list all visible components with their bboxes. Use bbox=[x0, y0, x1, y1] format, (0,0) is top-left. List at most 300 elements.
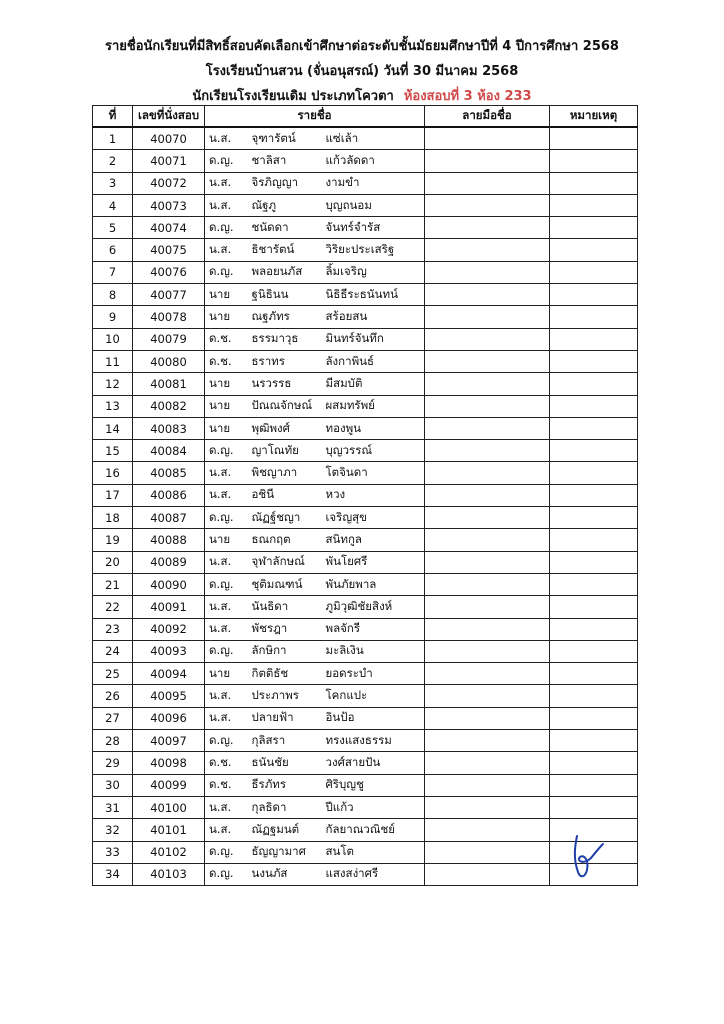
row-number: 21 bbox=[93, 573, 133, 595]
last-name: สนโต bbox=[325, 844, 355, 859]
table-row bbox=[93, 863, 638, 885]
remark-cell bbox=[550, 685, 638, 707]
seat-number: 40082 bbox=[133, 395, 205, 417]
header-title: รายชื่อนักเรียนที่มีสิทธิ์สอบคัดเลือกเข้าศึกษาต่อระดับชั้นมัธยมศึกษาปีที่ 4 ปีการศึกษา 2568 bbox=[105, 39, 619, 54]
name-title: น.ส. bbox=[205, 685, 250, 707]
signature-cell bbox=[425, 395, 550, 417]
student-name bbox=[250, 350, 425, 372]
student-name bbox=[250, 596, 425, 618]
student-name bbox=[250, 640, 425, 662]
name-title: ด.ญ. bbox=[205, 440, 250, 462]
seat-number: 40095 bbox=[133, 685, 205, 707]
remark-cell bbox=[550, 261, 638, 283]
first-name: ธัญญามาศ bbox=[251, 844, 306, 859]
remark-cell bbox=[550, 239, 638, 261]
table-row bbox=[93, 640, 638, 662]
row-number: 27 bbox=[93, 707, 133, 729]
name-title: ด.ญ. bbox=[205, 217, 250, 239]
seat-number: 40070 bbox=[133, 127, 205, 150]
row-number: 22 bbox=[93, 596, 133, 618]
name-title: ด.ญ. bbox=[205, 863, 250, 885]
signature-cell bbox=[425, 373, 550, 395]
row-number: 28 bbox=[93, 730, 133, 752]
last-name: โคกแปะ bbox=[325, 688, 368, 703]
last-name: พันโยศรี bbox=[325, 554, 368, 569]
last-name: แก้วลัดดา bbox=[325, 152, 375, 167]
signature-cell bbox=[425, 194, 550, 216]
first-name: ปลายฟ้า bbox=[251, 710, 294, 725]
table-row bbox=[93, 172, 638, 194]
last-name: หวง bbox=[325, 487, 346, 502]
row-number: 20 bbox=[93, 551, 133, 573]
row-number: 10 bbox=[93, 328, 133, 350]
row-number: 19 bbox=[93, 529, 133, 551]
table-row bbox=[93, 529, 638, 551]
name-title: น.ส. bbox=[205, 484, 250, 506]
seat-number: 40079 bbox=[133, 328, 205, 350]
name-title: น.ส. bbox=[205, 819, 250, 841]
row-number: 24 bbox=[93, 640, 133, 662]
table-row bbox=[93, 618, 638, 640]
first-name: นันธิดา bbox=[251, 598, 289, 613]
seat-number: 40087 bbox=[133, 507, 205, 529]
seat-number: 40074 bbox=[133, 217, 205, 239]
signature-cell bbox=[425, 730, 550, 752]
remark-cell bbox=[550, 350, 638, 372]
row-number: 5 bbox=[93, 217, 133, 239]
student-name bbox=[250, 707, 425, 729]
name-title: นาย bbox=[205, 395, 250, 417]
table-row bbox=[93, 373, 638, 395]
last-name: ทองพูน bbox=[325, 420, 362, 435]
table-row bbox=[93, 462, 638, 484]
first-name: ณฐภัทร bbox=[251, 309, 290, 324]
signature-cell bbox=[425, 306, 550, 328]
table-row bbox=[93, 328, 638, 350]
student-name bbox=[250, 507, 425, 529]
student-name bbox=[250, 417, 425, 439]
remark-cell bbox=[550, 507, 638, 529]
last-name: ปีแก้ว bbox=[325, 799, 354, 814]
last-name: นิธิธีระธนันทน์ bbox=[325, 286, 398, 301]
last-name: กัลยาณวณิชย์ bbox=[325, 821, 396, 836]
seat-number: 40084 bbox=[133, 440, 205, 462]
row-number: 30 bbox=[93, 774, 133, 796]
table-row bbox=[93, 663, 638, 685]
first-name: ณัฏฐมนต์ bbox=[251, 821, 300, 836]
row-number: 15 bbox=[93, 440, 133, 462]
exam-room-label: ห้องสอบที่ 3 ห้อง 233 bbox=[403, 89, 532, 104]
signature-cell bbox=[425, 261, 550, 283]
name-title: ด.ญ. bbox=[205, 573, 250, 595]
student-name bbox=[250, 194, 425, 216]
seat-number: 40096 bbox=[133, 707, 205, 729]
row-number: 11 bbox=[93, 350, 133, 372]
seat-number: 40077 bbox=[133, 284, 205, 306]
row-number: 17 bbox=[93, 484, 133, 506]
student-name bbox=[250, 395, 425, 417]
remark-cell bbox=[550, 440, 638, 462]
header-school-date: โรงเรียนบ้านสวน (จั่นอนุสรณ์) วันที่ 30 มีนาคม 2568 bbox=[205, 64, 519, 79]
table-row bbox=[93, 774, 638, 796]
first-name: ประภาพร bbox=[251, 688, 299, 703]
name-title: น.ส. bbox=[205, 127, 250, 150]
signature-cell bbox=[425, 551, 550, 573]
student-roster-table bbox=[92, 105, 638, 886]
signature-cell bbox=[425, 707, 550, 729]
first-name: ธนันชัย bbox=[251, 754, 289, 769]
seat-number: 40071 bbox=[133, 150, 205, 172]
name-title: ด.ช. bbox=[205, 774, 250, 796]
last-name: มีสมบัติ bbox=[325, 375, 363, 390]
signature-cell bbox=[425, 529, 550, 551]
first-name: พัชรฎา bbox=[251, 621, 288, 636]
seat-number: 40072 bbox=[133, 172, 205, 194]
signature-cell bbox=[425, 507, 550, 529]
name-title: น.ส. bbox=[205, 618, 250, 640]
first-name: ญาโณทัย bbox=[251, 442, 299, 457]
seat-number: 40073 bbox=[133, 194, 205, 216]
row-number: 31 bbox=[93, 796, 133, 818]
name-title: น.ส. bbox=[205, 596, 250, 618]
first-name: ชนัดดา bbox=[251, 219, 289, 234]
student-name bbox=[250, 462, 425, 484]
name-title: นาย bbox=[205, 417, 250, 439]
signature-cell bbox=[425, 841, 550, 863]
seat-number: 40098 bbox=[133, 752, 205, 774]
seat-number: 40081 bbox=[133, 373, 205, 395]
document-header bbox=[0, 34, 724, 109]
last-name: บุญถนอม bbox=[325, 197, 372, 212]
signature-cell bbox=[425, 217, 550, 239]
remark-cell bbox=[550, 774, 638, 796]
seat-number: 40080 bbox=[133, 350, 205, 372]
seat-number: 40091 bbox=[133, 596, 205, 618]
last-name: อินป้อ bbox=[325, 710, 355, 725]
signature-cell bbox=[425, 417, 550, 439]
first-name: ณัฏฐ์ชญา bbox=[251, 509, 301, 524]
table-header-row bbox=[93, 106, 638, 128]
seat-number: 40088 bbox=[133, 529, 205, 551]
last-name: แซ่เล้า bbox=[325, 130, 359, 145]
name-title: ด.ญ. bbox=[205, 261, 250, 283]
seat-number: 40100 bbox=[133, 796, 205, 818]
table-row bbox=[93, 194, 638, 216]
table-row bbox=[93, 350, 638, 372]
remark-cell bbox=[550, 373, 638, 395]
table-row bbox=[93, 819, 638, 841]
table-row bbox=[93, 841, 638, 863]
table-row bbox=[93, 730, 638, 752]
first-name: จุฬาลักษณ์ bbox=[251, 554, 305, 569]
remark-cell bbox=[550, 150, 638, 172]
remark-cell bbox=[550, 417, 638, 439]
first-name: พิชญาภา bbox=[251, 465, 298, 480]
signature-cell bbox=[425, 172, 550, 194]
remark-cell bbox=[550, 217, 638, 239]
first-name: กุลธิดา bbox=[251, 799, 287, 814]
signature-cell bbox=[425, 596, 550, 618]
table-row bbox=[93, 685, 638, 707]
last-name: พันภัยพาล bbox=[325, 576, 377, 591]
name-title: ด.ช. bbox=[205, 350, 250, 372]
table-row bbox=[93, 395, 638, 417]
row-number: 34 bbox=[93, 863, 133, 885]
last-name: ภูมิวุฒิชัยสิงห์ bbox=[325, 598, 393, 613]
col-header-remark: หมายเหตุ bbox=[550, 106, 638, 128]
last-name: ยอดระบำ bbox=[325, 665, 373, 680]
row-number: 2 bbox=[93, 150, 133, 172]
row-number: 26 bbox=[93, 685, 133, 707]
remark-cell bbox=[550, 462, 638, 484]
seat-number: 40102 bbox=[133, 841, 205, 863]
signature-cell bbox=[425, 127, 550, 150]
row-number: 9 bbox=[93, 306, 133, 328]
seat-number: 40086 bbox=[133, 484, 205, 506]
signature-cell bbox=[425, 663, 550, 685]
row-number: 6 bbox=[93, 239, 133, 261]
row-number: 7 bbox=[93, 261, 133, 283]
remark-cell bbox=[550, 730, 638, 752]
signature-cell bbox=[425, 350, 550, 372]
row-number: 23 bbox=[93, 618, 133, 640]
seat-number: 40085 bbox=[133, 462, 205, 484]
first-name: ชาลิสา bbox=[251, 152, 287, 167]
row-number: 3 bbox=[93, 172, 133, 194]
student-name bbox=[250, 484, 425, 506]
name-title: ด.ญ. bbox=[205, 730, 250, 752]
student-name bbox=[250, 774, 425, 796]
last-name: ทรงแสงธรรม bbox=[325, 732, 392, 747]
signature-cell bbox=[425, 796, 550, 818]
name-title: ด.ช. bbox=[205, 752, 250, 774]
seat-number: 40094 bbox=[133, 663, 205, 685]
col-header-signature: ลายมือชื่อ bbox=[425, 106, 550, 128]
name-title: ด.ญ. bbox=[205, 640, 250, 662]
table-row bbox=[93, 440, 638, 462]
row-number: 4 bbox=[93, 194, 133, 216]
signature-cell bbox=[425, 752, 550, 774]
signature-cell bbox=[425, 440, 550, 462]
last-name: งามขำ bbox=[325, 175, 360, 190]
row-number: 33 bbox=[93, 841, 133, 863]
first-name: จุฑารัตน์ bbox=[251, 130, 296, 145]
first-name: ปัณณจักษณ์ bbox=[251, 398, 313, 413]
col-header-no: ที่ bbox=[93, 106, 133, 128]
col-header-seat: เลขที่นั่งสอบ bbox=[133, 106, 205, 128]
remark-cell bbox=[550, 573, 638, 595]
seat-number: 40093 bbox=[133, 640, 205, 662]
last-name: พลจักรี bbox=[325, 621, 361, 636]
signature-cell bbox=[425, 618, 550, 640]
seat-number: 40101 bbox=[133, 819, 205, 841]
name-title: นาย bbox=[205, 284, 250, 306]
first-name: อชินี bbox=[251, 487, 275, 502]
last-name: ลิ้มเจริญ bbox=[325, 264, 367, 279]
first-name: ฐนิธินน bbox=[251, 286, 289, 301]
signature-cell bbox=[425, 462, 550, 484]
remark-cell bbox=[550, 395, 638, 417]
table-row bbox=[93, 796, 638, 818]
first-name: นรวรรธ bbox=[251, 375, 292, 390]
name-title: น.ส. bbox=[205, 462, 250, 484]
name-title: น.ส. bbox=[205, 707, 250, 729]
student-name bbox=[250, 172, 425, 194]
seat-number: 40075 bbox=[133, 239, 205, 261]
table-row bbox=[93, 707, 638, 729]
name-title: ด.ช. bbox=[205, 328, 250, 350]
header-category-label: นักเรียนโรงเรียนเดิม ประเภทโควตา bbox=[192, 89, 394, 104]
table-row bbox=[93, 284, 638, 306]
remark-cell bbox=[550, 529, 638, 551]
signature-cell bbox=[425, 239, 550, 261]
signature-cell bbox=[425, 685, 550, 707]
student-name bbox=[250, 618, 425, 640]
first-name: ชุติมณฑน์ bbox=[251, 576, 303, 591]
table-row bbox=[93, 127, 638, 150]
name-title: นาย bbox=[205, 529, 250, 551]
last-name: โตจินดา bbox=[325, 465, 368, 480]
remark-cell bbox=[550, 284, 638, 306]
student-name bbox=[250, 127, 425, 150]
last-name: มะลิเงิน bbox=[325, 643, 364, 658]
student-name bbox=[250, 730, 425, 752]
signature-cell bbox=[425, 863, 550, 885]
remark-cell bbox=[550, 328, 638, 350]
signature-cell bbox=[425, 819, 550, 841]
student-name bbox=[250, 440, 425, 462]
handwritten-signature-mark bbox=[570, 832, 614, 882]
student-name bbox=[250, 306, 425, 328]
signature-cell bbox=[425, 150, 550, 172]
last-name: มินทร์จันทึก bbox=[325, 331, 384, 346]
first-name: ลักษิกา bbox=[251, 643, 287, 658]
last-name: บุญวรรณ์ bbox=[325, 442, 373, 457]
row-number: 1 bbox=[93, 127, 133, 150]
first-name: ธณกฤต bbox=[251, 531, 291, 546]
name-title: น.ส. bbox=[205, 239, 250, 261]
remark-cell bbox=[550, 127, 638, 150]
student-name bbox=[250, 796, 425, 818]
last-name: แสงสง่าศรี bbox=[325, 866, 379, 881]
remark-cell bbox=[550, 194, 638, 216]
seat-number: 40090 bbox=[133, 573, 205, 595]
student-name bbox=[250, 150, 425, 172]
table-row bbox=[93, 417, 638, 439]
last-name: จันทร์จำรัส bbox=[325, 219, 381, 234]
student-name bbox=[250, 685, 425, 707]
seat-number: 40076 bbox=[133, 261, 205, 283]
student-name bbox=[250, 841, 425, 863]
signature-cell bbox=[425, 484, 550, 506]
table-row bbox=[93, 573, 638, 595]
remark-cell bbox=[550, 663, 638, 685]
last-name: เจริญสุข bbox=[325, 509, 368, 524]
roster-body bbox=[93, 127, 638, 886]
first-name: พลอยนภัส bbox=[251, 264, 303, 279]
last-name: ลังกาพินธ์ bbox=[325, 353, 375, 368]
signature-cell bbox=[425, 328, 550, 350]
first-name: ธราทร bbox=[251, 353, 285, 368]
remark-cell bbox=[550, 596, 638, 618]
table-row bbox=[93, 239, 638, 261]
table-row bbox=[93, 507, 638, 529]
seat-number: 40097 bbox=[133, 730, 205, 752]
signature-cell bbox=[425, 284, 550, 306]
remark-cell bbox=[550, 707, 638, 729]
student-name bbox=[250, 529, 425, 551]
remark-cell bbox=[550, 640, 638, 662]
student-name bbox=[250, 284, 425, 306]
row-number: 14 bbox=[93, 417, 133, 439]
row-number: 29 bbox=[93, 752, 133, 774]
last-name: วงศ์สายปัน bbox=[325, 754, 381, 769]
row-number: 32 bbox=[93, 819, 133, 841]
signature-cell bbox=[425, 774, 550, 796]
name-title: นาย bbox=[205, 306, 250, 328]
table-row bbox=[93, 150, 638, 172]
row-number: 25 bbox=[93, 663, 133, 685]
student-name bbox=[250, 663, 425, 685]
table-row bbox=[93, 752, 638, 774]
seat-number: 40099 bbox=[133, 774, 205, 796]
first-name: ธิชารัตน์ bbox=[251, 242, 295, 257]
last-name: ผสมทรัพย์ bbox=[325, 398, 375, 413]
name-title: น.ส. bbox=[205, 796, 250, 818]
table-row bbox=[93, 261, 638, 283]
student-name bbox=[250, 551, 425, 573]
seat-number: 40083 bbox=[133, 417, 205, 439]
remark-cell bbox=[550, 306, 638, 328]
student-name bbox=[250, 373, 425, 395]
first-name: พุฒิพงศ์ bbox=[251, 420, 290, 435]
first-name: กุลิสรา bbox=[251, 732, 286, 747]
seat-number: 40103 bbox=[133, 863, 205, 885]
table-row bbox=[93, 551, 638, 573]
signature-cell bbox=[425, 573, 550, 595]
row-number: 18 bbox=[93, 507, 133, 529]
student-name bbox=[250, 239, 425, 261]
last-name: ศิริบุญชู bbox=[325, 777, 364, 792]
remark-cell bbox=[550, 618, 638, 640]
student-name bbox=[250, 328, 425, 350]
student-name bbox=[250, 819, 425, 841]
remark-cell bbox=[550, 484, 638, 506]
first-name: ธีรภัทร bbox=[251, 777, 287, 792]
first-name: ณัฐภู bbox=[251, 197, 277, 212]
table-row bbox=[93, 306, 638, 328]
name-title: ด.ญ. bbox=[205, 841, 250, 863]
first-name: กิตติธัช bbox=[251, 665, 289, 680]
first-name: ธรรมาวุธ bbox=[251, 331, 299, 346]
last-name: สร้อยสน bbox=[325, 309, 368, 324]
col-header-name: รายชื่อ bbox=[205, 106, 425, 128]
table-row bbox=[93, 596, 638, 618]
remark-cell bbox=[550, 796, 638, 818]
seat-number: 40089 bbox=[133, 551, 205, 573]
remark-cell bbox=[550, 752, 638, 774]
first-name: จิรภิญญา bbox=[251, 175, 299, 190]
name-title: ด.ญ. bbox=[205, 150, 250, 172]
table-row bbox=[93, 217, 638, 239]
student-name bbox=[250, 752, 425, 774]
seat-number: 40078 bbox=[133, 306, 205, 328]
row-number: 13 bbox=[93, 395, 133, 417]
student-name bbox=[250, 573, 425, 595]
name-title: น.ส. bbox=[205, 551, 250, 573]
name-title: น.ส. bbox=[205, 194, 250, 216]
row-number: 12 bbox=[93, 373, 133, 395]
